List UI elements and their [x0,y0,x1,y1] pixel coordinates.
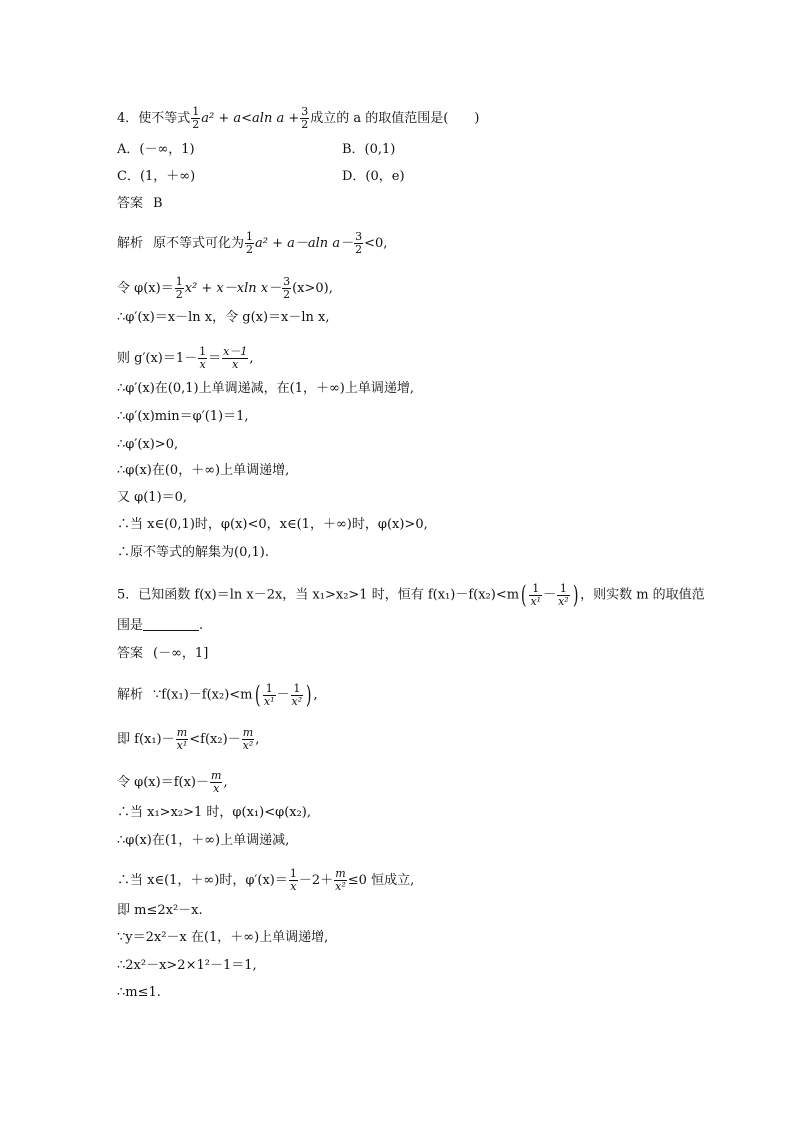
fraction: $\frac{3}{2}$ [301,105,309,131]
fraction: $\frac{3}{2}$ [283,275,291,301]
q4-stem: 4．使不等式 $\frac{1}{2}$ a² + a<aln a + $\frac{3}{2}$ 成立的 a 的取值范围是( ) [117,105,480,131]
fraction: $\frac{1}{\text{x¹}}$ [263,681,275,708]
q5-analysis-line-9: ∴2x²－x>2×1²－1＝1, [117,958,257,973]
q5-analysis-line-10: ∴m≤1. [117,985,161,1000]
fraction: $\frac{1}{\text{x²}}$ [291,681,303,708]
fraction: $\frac{3}{2}$ [355,230,363,256]
q5-analysis-line-2: 即 f(x₁)－ $\frac{m}{\text{x¹}}$ <f(x₂)－ $\frac{m}{\text{x²}}$ , [117,726,260,752]
fraction: $\frac{1}{2}$ [175,275,183,301]
q5-analysis-line-1: 解析 ∵f(x₁)－f(x₂)<m( $\frac{1}{\text{x¹}}$ － $\frac{1}{\text{x²}}$ ) , [117,681,318,709]
q5-analysis-line-4: ∴当 x₁>x₂>1 时，φ(x₁)<φ(x₂), [117,805,312,820]
q4-analysis-line-11: ∴原不等式的解集为(0,1). [117,545,269,560]
option-d: D．(0，e) [342,169,405,184]
fraction: $\frac{1}{x}$ [289,867,297,893]
fraction: $\frac{1}{x}$ [199,345,207,371]
q5-number: 5． [117,587,139,603]
fraction: $\frac{1}{\text{x¹}}$ [530,581,542,608]
fraction: $\frac{m}{x}$ [211,769,222,795]
q4-analysis-line-4: 则 g′(x)＝1－ $\frac{1}{x}$ ＝ $\frac{x-1}{x}$ , [117,345,254,371]
q4-analysis-line-9: 又 φ(1)＝0, [117,490,188,505]
q4-answer: 答案 B [117,196,163,211]
q4-analysis-line-5: ∴φ′(x)在(0,1)上单调递减，在(1，＋∞)上单调递增, [117,381,414,396]
q4-analysis-line-2: 令 φ(x)＝ $\frac{1}{2}$ x² + x－xln x－ $\frac{3}{2}$ (x>0), [117,275,333,301]
q4-analysis-line-3: ∴φ′(x)＝x－ln x，令 g(x)＝x－ln x, [117,310,330,325]
option-b: B．(0,1) [342,142,396,157]
fraction: $\frac{x-1}{x}$ [223,345,248,371]
q4-analysis-line-1: 解析 原不等式可化为 $\frac{1}{2}$ a² + a－aln a－ $\frac{3}{2}$ <0, [117,230,388,256]
fraction: $\frac{1}{2}$ [192,105,200,131]
q5-analysis-line-8: ∵y＝2x²－x 在(1，＋∞)上单调递增, [117,930,329,945]
q5-analysis-line-3: 令 φ(x)＝f(x)－ $\frac{m}{x}$ , [117,769,228,795]
fraction: $\frac{m}{\text{x¹}}$ [176,726,188,752]
q5-analysis-line-6: ∴当 x∈(1，＋∞)时，φ′(x)＝ $\frac{1}{x}$ －2＋ $\frac{m}{\text{x²}}$ ≤0 恒成立, [117,867,415,893]
q4-number: 4． [117,111,139,126]
q5-stem-line-1: 5．已知函数 f(x)＝ln x－2x，当 x₁>x₂>1 时，恒有 f(x₁)－f(x₂)<m( $\frac{1}{\text{x¹}}$ － $\frac{1}{\text{x²}}$ ) ，则实数 m 的取值范 [117,581,705,609]
q5-answer: 答案 (－∞，1] [117,646,209,661]
q4-analysis-line-7: ∴φ′(x)>0, [117,437,179,452]
q5-analysis-line-7: 即 m≤2x²－x. [117,903,203,918]
option-a: A．(－∞，1) [117,142,195,157]
q4-analysis-line-6: ∴φ′(x)min＝φ′(1)＝1, [117,409,249,424]
fraction: $\frac{1}{2}$ [246,230,254,256]
q5-analysis-line-5: ∴φ(x)在(1，＋∞)上单调递减, [117,833,290,848]
fraction: $\frac{m}{\text{x²}}$ [242,726,254,752]
q4-analysis-line-8: ∴φ(x)在(0，＋∞)上单调递增, [117,463,290,478]
fraction: $\frac{1}{\text{x²}}$ [558,581,569,608]
answer-blank [143,618,199,631]
q5-stem-line-2: 围是 . [117,618,204,633]
q4-analysis-line-10: ∴当 x∈(0,1)时，φ(x)<0，x∈(1，＋∞)时，φ(x)>0, [117,517,428,532]
option-c: C．(1，＋∞) [117,169,196,184]
fraction: $\frac{m}{\text{x²}}$ [335,867,346,893]
